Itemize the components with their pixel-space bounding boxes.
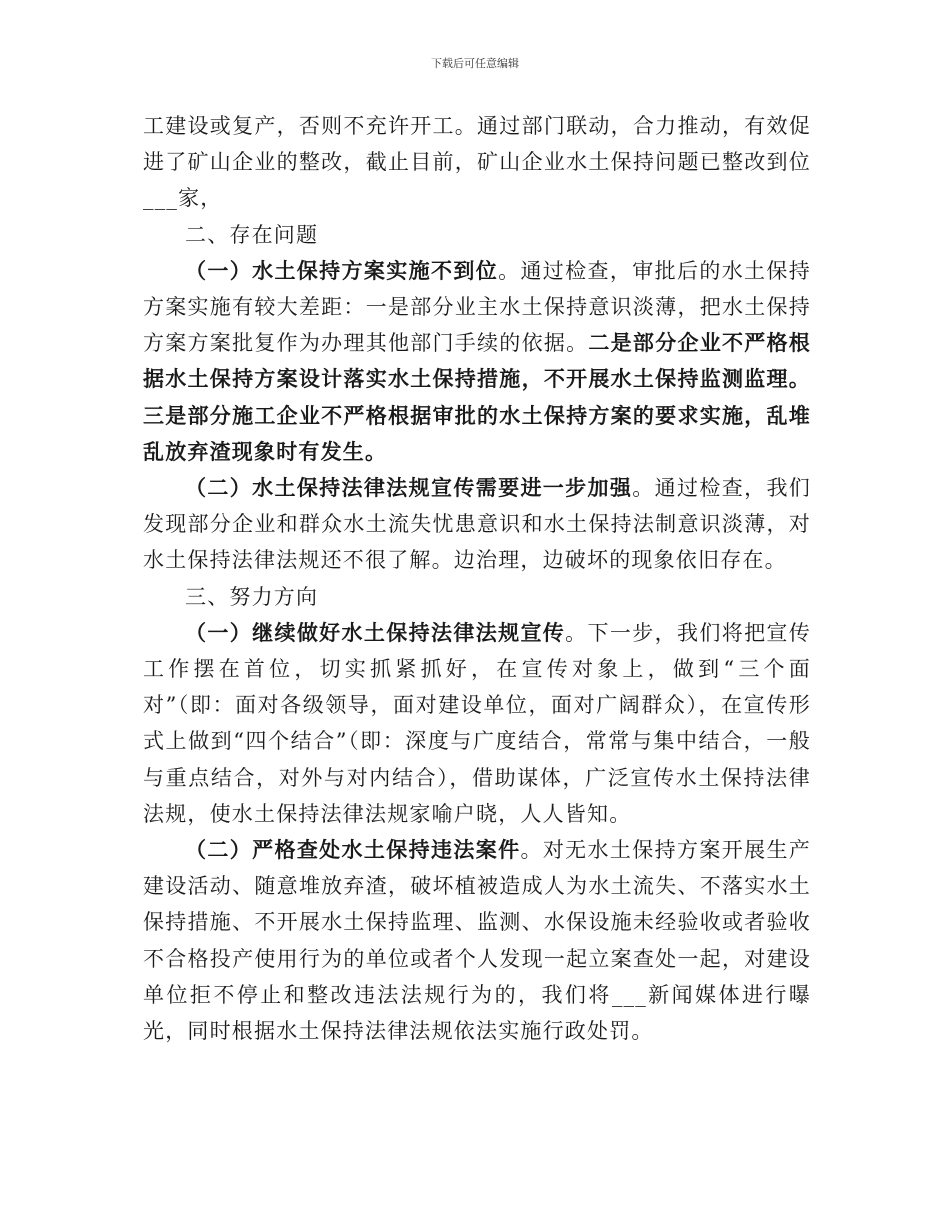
paragraph-text: 。对无水土保持方案开展生产建设活动、随意堆放弃渣，破坏植被造成人为水土流失、不落实水土保持措施、不开展水土保持监理、监测、水保设施未经验收或者验收不合格投产使用行为的单位或者个人发现一起立案查处一起，对建设单位拒不停止和整改违法法规行为的，我们将___新闻媒体进行曝光，同时根据水土保持法律法规依法实施行政处罚。 bbox=[143, 838, 812, 1044]
page-header: 下载后可任意编辑 bbox=[431, 57, 519, 70]
heading-text: 三、努力方向 bbox=[185, 584, 319, 609]
paragraph-problem-2 bbox=[143, 470, 811, 579]
subheading-text: （二）水土保持法律法规宣传需要进一步加强 bbox=[185, 475, 633, 501]
emphasis-text: 二是部分企业不严格根据水土保持方案设计落实水土保持措施，不开展水土保持监测监理。三是部分施工企业不严格根据审批的水土保持方案的要求实施，乱堆乱放弃渣现象时有发生。 bbox=[143, 330, 812, 464]
document-body bbox=[143, 108, 811, 1049]
paragraph-text: 工建设或复产，否则不充许开工。通过部门联动，合力推动，有效促进了矿山企业的整改，截止目前，矿山企业水土保持问题已整改到位___家， bbox=[143, 114, 811, 211]
subheading-text: （二）严格查处水土保持违法案件 bbox=[185, 837, 521, 863]
paragraph-problem-1 bbox=[143, 253, 811, 470]
paragraph-text: 。通过检查，我们发现部分企业和群众水土流失忧患意识和水土保持法制意识淡薄，对水土保持法律法规还不很了解。边治理，边破坏的现象依旧存在。 bbox=[143, 476, 812, 573]
paragraph-direction-1 bbox=[143, 615, 811, 832]
subheading-text: （一）继续做好水土保持法律法规宣传 bbox=[185, 619, 566, 645]
heading-text: 二、存在问题 bbox=[185, 222, 319, 247]
paragraph-text: 。通过检查，审批后的水土保持方案实施有较大差距：一是部分业主水土保持意识淡薄，把水土保持方案方案批复作为办理其他部门手续的依据。 bbox=[143, 258, 811, 356]
paragraph-direction-2 bbox=[143, 832, 811, 1049]
subheading-text: （一）水土保持方案实施不到位 bbox=[185, 257, 499, 283]
paragraph-text: 。下一步，我们将把宣传工作摆在首位，切实抓紧抓好，在宣传对象上，做到“三个面对”（即：面对各级领导，面对建设单位，面对广阔群众），在宣传形式上做到“四个结合”（即：深度与广度结合，常常与集中结合，一般与重点结合，对外与对内结合），借助谋体，广泛宣传水土保持法律法规，使水土保持法律法规家喻户晓，人人皆知。 bbox=[143, 620, 811, 826]
section-heading-problems bbox=[143, 217, 811, 253]
paragraph-continuation bbox=[143, 108, 811, 217]
section-heading-direction bbox=[143, 579, 811, 615]
